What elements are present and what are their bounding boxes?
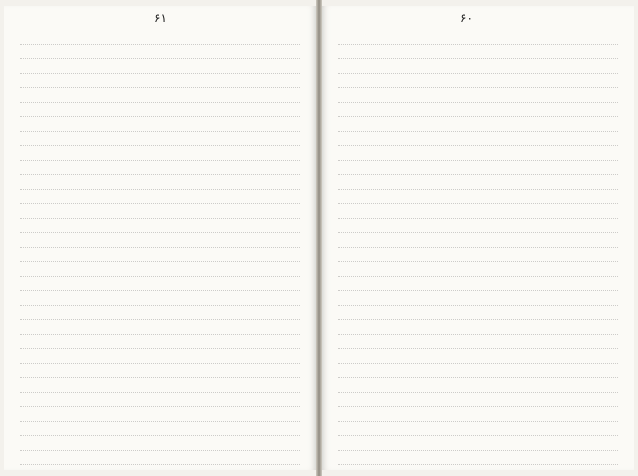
text-line — [338, 378, 618, 393]
text-line — [20, 422, 300, 437]
text-line — [338, 88, 618, 103]
text-line — [20, 436, 300, 451]
text-line — [338, 233, 618, 248]
text-line — [338, 306, 618, 321]
text-line — [20, 117, 300, 132]
text-line — [338, 465, 618, 470]
text-line — [20, 262, 300, 277]
text-line — [338, 117, 618, 132]
text-line — [338, 74, 618, 89]
text-line — [20, 277, 300, 292]
page-number: ۶۰ — [460, 11, 473, 25]
text-line — [20, 233, 300, 248]
text-line — [20, 378, 300, 393]
text-line — [20, 248, 300, 263]
text-line — [20, 335, 300, 350]
text-line — [20, 45, 300, 60]
text-line — [20, 204, 300, 219]
text-line — [338, 335, 618, 350]
text-line — [338, 219, 618, 234]
text-line — [20, 175, 300, 190]
text-line — [338, 364, 618, 379]
text-line — [338, 291, 618, 306]
text-line — [20, 219, 300, 234]
text-line — [338, 262, 618, 277]
text-line — [20, 74, 300, 89]
text-line — [20, 451, 300, 466]
text-line — [338, 407, 618, 422]
text-line — [20, 30, 300, 45]
text-line — [338, 451, 618, 466]
right-page — [322, 6, 634, 470]
text-line — [338, 175, 618, 190]
text-line — [20, 103, 300, 118]
text-line — [20, 146, 300, 161]
text-line — [338, 393, 618, 408]
text-line — [20, 161, 300, 176]
page-text — [20, 30, 300, 470]
text-line — [20, 364, 300, 379]
text-line — [338, 146, 618, 161]
text-line — [338, 204, 618, 219]
text-line — [20, 349, 300, 364]
text-line — [338, 161, 618, 176]
text-line — [20, 393, 300, 408]
text-line — [20, 306, 300, 321]
left-page — [4, 6, 316, 470]
text-line — [20, 291, 300, 306]
text-line — [20, 132, 300, 147]
text-line — [20, 190, 300, 205]
text-line — [338, 320, 618, 335]
text-line — [338, 45, 618, 60]
text-line — [338, 349, 618, 364]
text-line — [20, 59, 300, 74]
text-line — [338, 132, 618, 147]
text-line — [338, 103, 618, 118]
text-line — [20, 320, 300, 335]
text-line — [338, 277, 618, 292]
text-line — [338, 30, 618, 45]
text-line — [338, 422, 618, 437]
page-text — [338, 30, 618, 470]
text-line — [20, 465, 300, 470]
text-line — [338, 190, 618, 205]
text-line — [338, 436, 618, 451]
page-number: ۶۱ — [154, 11, 167, 25]
text-line — [338, 59, 618, 74]
text-line — [20, 88, 300, 103]
text-line — [338, 248, 618, 263]
text-line — [20, 407, 300, 422]
